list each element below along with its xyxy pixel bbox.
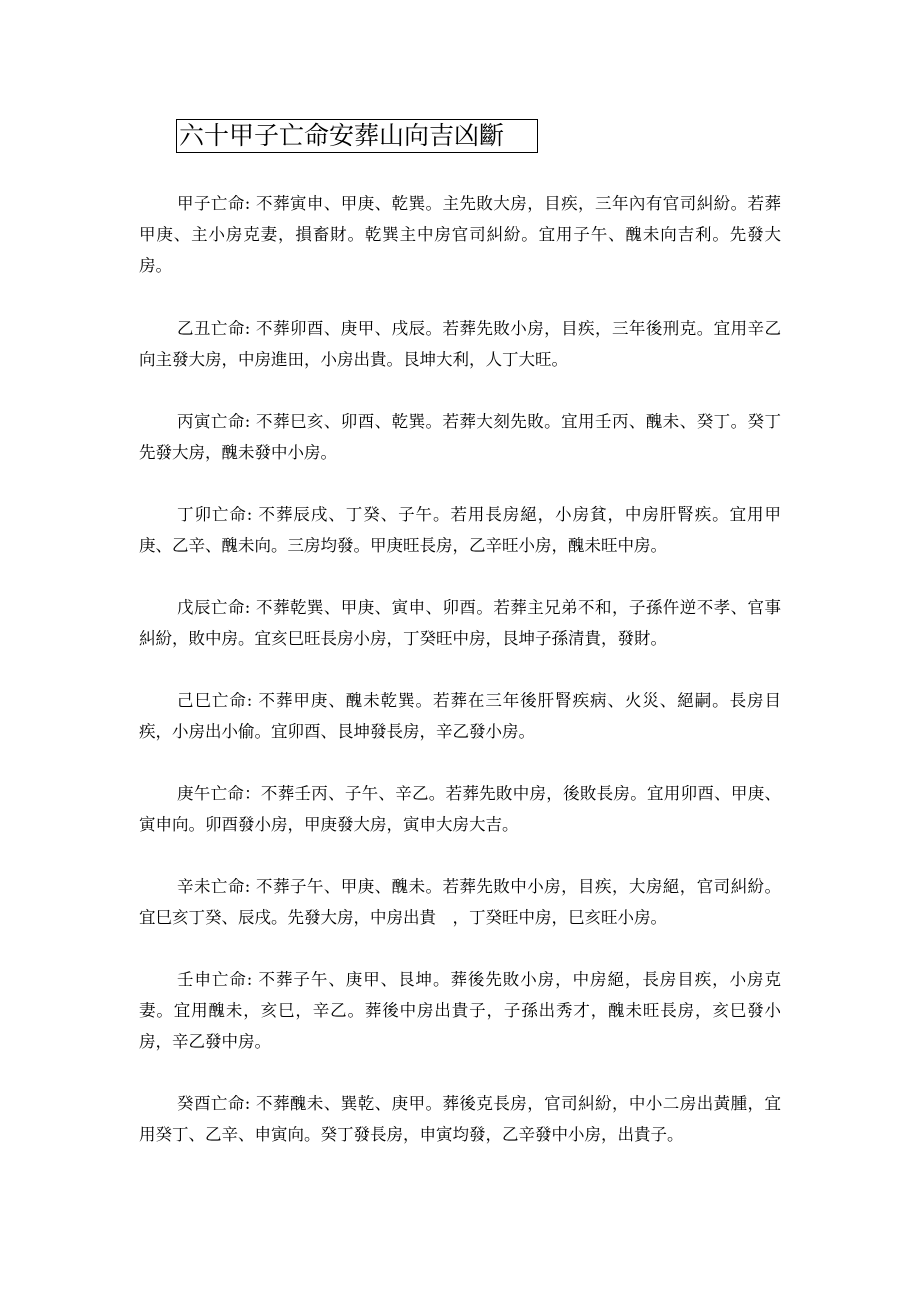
- entry-guiyou: 癸酉亡命: 不葬醜未、巽乾、庚甲。葬後克長房，官司糾紛，中小二房出黃腫，宜用癸丁、乙辛、申寅向。癸丁發長房，申寅均發，乙辛發中小房，出貴子。: [139, 1094, 781, 1144]
- entry-bingyin: 丙寅亡命: 不葬巳亥、卯酉、乾巽。若葬大刻先敗。宜用壬丙、醜未、癸丁。癸丁先發大房，醜未發中小房。: [139, 412, 781, 462]
- entry-yichou: 乙丑亡命: 不葬卯酉、庚甲、戌辰。若葬先敗小房，目疾，三年後刑克。宜用辛乙向主發大房，中房進田，小房出貴。艮坤大利，人丁大旺。: [139, 319, 781, 369]
- entry-jisi: 己巳亡命: 不葬甲庚、醜未乾巽。若葬在三年後肝腎疾病、火災、絕嗣。長房目疾，小房出小偷。宜卯酉、艮坤發長房，辛乙發小房。: [139, 691, 781, 741]
- entry-wuchen: 戊辰亡命: 不葬乾巽、甲庚、寅申、卯酉。若葬主兄弟不和，子孫仵逆不孝、官事糾紛，敗中房。宜亥巳旺長房小房，丁癸旺中房，艮坤子孫清貴，發財。: [139, 598, 781, 648]
- entry-dingmao: 丁卯亡命: 不葬辰戌、丁癸、子午。若用長房絕，小房貧，中房肝腎疾。宜用甲庚、乙辛、醜未向。三房均發。甲庚旺長房，乙辛旺小房，醜未旺中房。: [139, 505, 781, 555]
- entry-gengwu: 庚午亡命：不葬壬丙、子午、辛乙。若葬先敗中房，後敗長房。宜用卯酉、甲庚、寅申向。卯酉發小房，甲庚發大房，寅申大房大吉。: [139, 784, 781, 834]
- entry-jiazi: 甲子亡命: 不葬寅申、甲庚、乾巽。主先敗大房，目疾，三年內有官司糾紛。若葬甲庚、主小房克妻，損畜財。乾巽主中房官司糾紛。宜用子午、醜未向吉利。先發大房。: [139, 194, 781, 275]
- document-title: 六十甲子亡命安葬山向吉凶斷: [176, 119, 538, 153]
- entry-xinwei: 辛未亡命: 不葬子午、甲庚、醜未。若葬先敗中小房，目疾，大房絕，官司糾紛。宜巳亥丁癸、辰戌。先發大房，中房出貴 ，丁癸旺中房，巳亥旺小房。: [139, 877, 781, 927]
- entry-renshen: 壬申亡命: 不葬子午、庚甲、艮坤。葬後先敗小房，中房絕，長房目疾，小房克妻。宜用醜未，亥巳，辛乙。葬後中房出貴子，子孫出秀才，醜未旺長房，亥巳發小房，辛乙發中房。: [139, 970, 781, 1051]
